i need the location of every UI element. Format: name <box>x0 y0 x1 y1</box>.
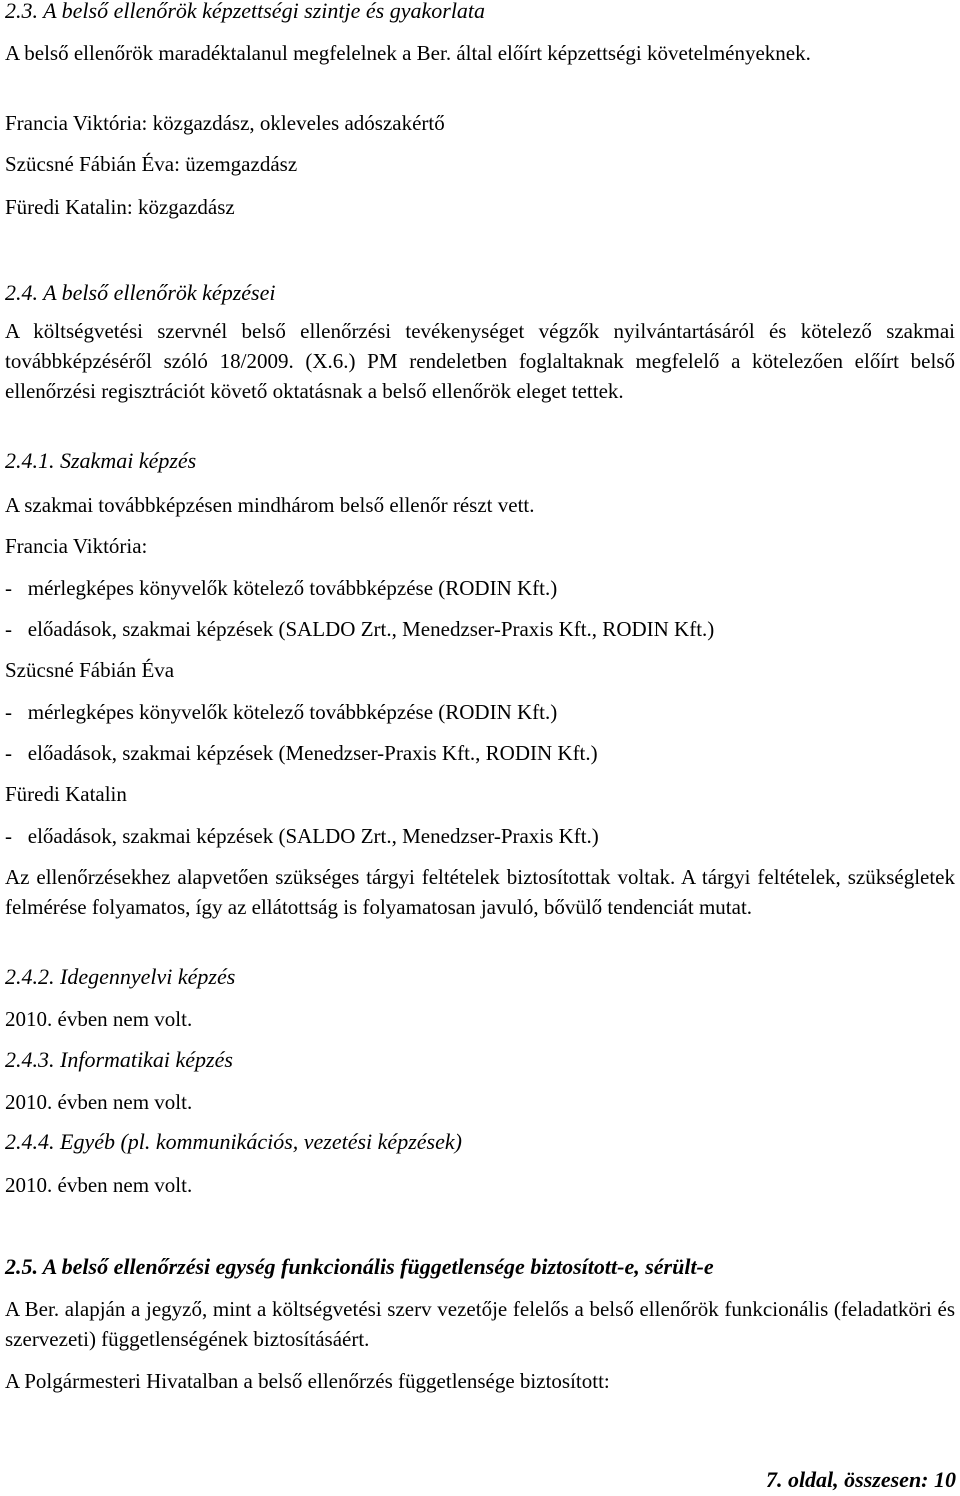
person-line: Francia Viktória: közgazdász, okleveles adószakértő <box>5 111 445 135</box>
section-2-4-1-closing: Az ellenőrzésekhez alapvetően szükséges tárgyi feltételek biztosítottak voltak. A tárgyi feltételek, szükségletek felmérése folyamatos, így az ellátottság is folyamatosan javuló, bővülő tendenciát mutat. <box>5 865 955 919</box>
training-item: - előadások, szakmai képzések (SALDO Zrt., Menedzser-Praxis Kft., RODIN Kft.) <box>5 617 715 641</box>
section-2-4-heading: 2.4. A belső ellenőrök képzései <box>5 280 276 305</box>
section-2-5-heading: 2.5. A belső ellenőrzési egység funkcionális függetlensége biztosított-e, sérült-e <box>5 1254 714 1279</box>
person-name: Francia Viktória: <box>5 534 148 558</box>
section-2-4-2-text: 2010. évben nem volt. <box>5 1007 193 1031</box>
section-2-4-4-text: 2010. évben nem volt. <box>5 1173 193 1197</box>
person-name: Füredi Katalin <box>5 782 127 806</box>
person-line: Szücsné Fábián Éva: üzemgazdász <box>5 152 298 176</box>
training-item: - mérlegképes könyvelők kötelező továbbképzése (RODIN Kft.) <box>5 576 558 600</box>
section-2-4-1-intro: A szakmai továbbképzésen mindhárom belső ellenőr részt vett. <box>5 493 535 517</box>
section-2-4-1-heading: 2.4.1. Szakmai képzés <box>5 448 197 473</box>
section-2-5-para2: A Polgármesteri Hivatalban a belső ellenőrzés függetlensége biztosított: <box>5 1369 610 1393</box>
section-2-3-intro: A belső ellenőrök maradéktalanul megfelelnek a Ber. által előírt képzettségi követelményeknek. <box>5 41 811 65</box>
training-item: - mérlegképes könyvelők kötelező továbbképzése (RODIN Kft.) <box>5 700 558 724</box>
training-item: - előadások, szakmai képzések (SALDO Zrt., Menedzser-Praxis Kft.) <box>5 824 599 848</box>
section-2-4-3-heading: 2.4.3. Informatikai képzés <box>5 1047 233 1072</box>
section-2-4-2-heading: 2.4.2. Idegennyelvi képzés <box>5 964 236 989</box>
person-name: Szücsné Fábián Éva <box>5 658 175 682</box>
section-2-3-heading: 2.3. A belső ellenőrök képzettségi szintje és gyakorlata <box>5 0 486 23</box>
section-2-4-intro: A költségvetési szervnél belső ellenőrzési tevékenységet végzők nyilvántartásáról és kötelező szakmai továbbképzéséről szóló 18/2009. (X.6.) PM rendeletben foglaltaknak megfelelő a kötelezően előírt belső ellenőrzési regisztrációt követő oktatásnak a belső ellenőrök eleget tettek. <box>5 319 955 403</box>
section-2-4-3-text: 2010. évben nem volt. <box>5 1090 193 1114</box>
person-line: Füredi Katalin: közgazdász <box>5 195 235 219</box>
section-2-5-para1: A Ber. alapján a jegyző, mint a költségvetési szerv vezetője felelős a belső ellenőrök funkcionális (feladatköri és szervezeti) függetlenségének biztosításáért. <box>5 1297 955 1351</box>
section-2-4-4-heading: 2.4.4. Egyéb (pl. kommunikációs, vezetési képzések) <box>5 1129 462 1154</box>
page-number: 7. oldal, összesen: 10 <box>765 1467 956 1492</box>
training-item: - előadások, szakmai képzések (Menedzser-Praxis Kft., RODIN Kft.) <box>5 741 598 765</box>
